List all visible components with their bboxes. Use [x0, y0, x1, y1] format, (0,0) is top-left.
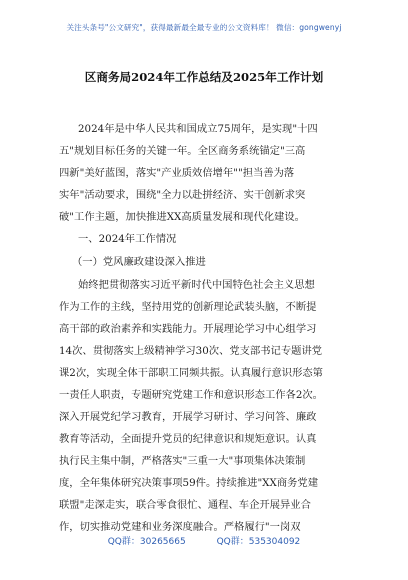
paragraph-line: 深入开展党纪学习教育，开展学习研讨、学习问答、廉政 — [59, 411, 317, 423]
paragraph-line: 联盟"走深走实，联合零食很忙、通程、车企开展异业合 — [59, 499, 311, 511]
paragraph-line: 课2次，实现全体干部职工同频共振。认真履行意识形态第 — [59, 367, 323, 379]
paragraph-line: 作为工作的主线，坚持用党的创新理论武装头脑，不断提 — [59, 301, 317, 313]
paragraph-line: 始终把贯彻落实习近平新时代中国特色社会主义思想 — [78, 279, 315, 291]
footer-qq-group-2: QQ群：535304092 — [216, 537, 301, 547]
subsection-heading: （一）党风廉政建设深入推进 — [72, 256, 206, 268]
footer-contact — [0, 534, 408, 547]
paragraph-line: 破"工作主题，加快推进XX高质量发展和现代化建设。 — [59, 211, 305, 223]
document-title: 区商务局2024年工作总结及2025年工作计划 — [84, 70, 324, 84]
paragraph-line: 度，全年集体研究决策事项59件。持续推进"XX商务党建 — [59, 477, 319, 489]
paragraph-line: 实年"活动要求，围绕"全力以赴拼经济、实干创新求突 — [59, 189, 306, 201]
paragraph-line: 一责任人职责，专题研究党建工作和意识形态工作各2次。 — [59, 389, 323, 401]
header-banner: 关注头条号"公文研究"，获得最新最全最专业的公文资料库！ 微信：gongwenyj — [66, 23, 342, 32]
paragraph-line: 高干部的政治素养和实践能力。开展理论学习中心组学习 — [59, 323, 317, 335]
paragraph-line: 教育等活动，全面提升党员的纪律意识和规矩意识。认真 — [59, 433, 317, 445]
paragraph-line: 2024年是中华人民共和国成立75周年，是实现"十四 — [78, 123, 318, 135]
paragraph-line: 执行民主集中制，严格落实"三重一大"事项集体决策制 — [59, 455, 306, 467]
paragraph-line: 作，切实推动党建和业务深度融合。严格履行"一岗双 — [59, 521, 301, 533]
paragraph-line: 14次、贯彻落实上级精神学习30次、党支部书记专题讲党 — [59, 345, 323, 357]
section-heading: 一、2024年工作情况 — [78, 233, 177, 245]
paragraph-line: 五"规划目标任务的关键一年。全区商务系统锚定"三高 — [59, 145, 306, 157]
footer-qq-group-1: QQ群：30265665 — [107, 537, 186, 547]
paragraph-line: 四新"美好蓝图，落实"产业质效倍增年""担当善为落 — [59, 167, 295, 179]
